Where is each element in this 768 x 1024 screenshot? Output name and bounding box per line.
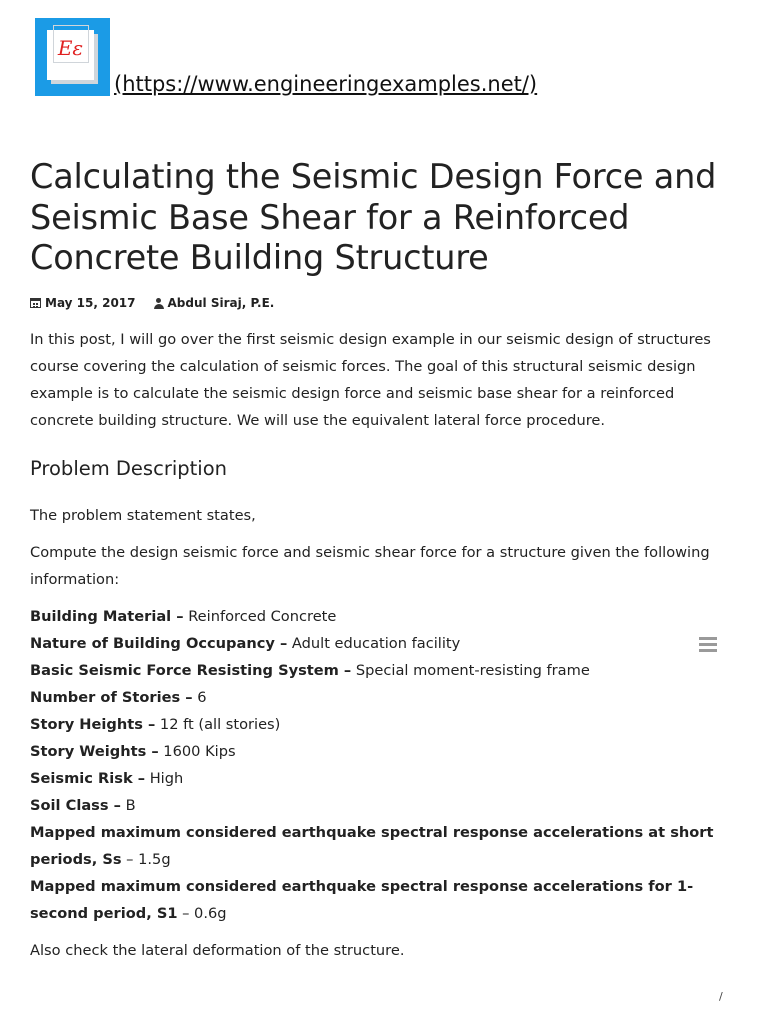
- post-author[interactable]: [154, 296, 275, 310]
- site-header: [35, 16, 537, 96]
- spec-item: [30, 711, 735, 738]
- spec-label: Soil Class –: [30, 797, 121, 814]
- user-icon: [154, 298, 164, 309]
- article-body: [30, 326, 735, 964]
- spec-value: Reinforced Concrete: [183, 608, 337, 625]
- spec-label: Nature of Building Occupancy –: [30, 635, 288, 652]
- hamburger-menu-icon[interactable]: [699, 637, 717, 652]
- spec-label: Building Material –: [30, 608, 184, 625]
- spec-value: 6: [192, 689, 207, 706]
- post-author-name[interactable]: Abdul Siraj, P.E.: [167, 296, 275, 310]
- page-corner-mark: /: [719, 990, 723, 1003]
- calendar-icon: [30, 298, 41, 308]
- intro-paragraph: In this post, I will go over the first seismic design example in our seismic design of structures course covering the calculation of seismic forces. The goal of this structural seismic design example is to calculate the seismic design force and seismic base shear for a reinforced concrete building structure. We will use the equivalent lateral force procedure.: [30, 331, 711, 429]
- problem-statement: Compute the design seismic force and seismic shear force for a structure given the following information:: [30, 544, 710, 588]
- spec-item: [30, 873, 735, 927]
- spec-item: [30, 603, 735, 630]
- spec-label: Story Weights –: [30, 743, 159, 760]
- spec-list: [30, 603, 735, 927]
- site-logo[interactable]: [35, 18, 110, 96]
- spec-item: [30, 765, 735, 792]
- spec-item: [30, 684, 735, 711]
- spec-label: Seismic Risk –: [30, 770, 146, 787]
- section-heading: Problem Description: [30, 457, 227, 480]
- logo-text: Eε: [57, 36, 84, 60]
- spec-label: Mapped maximum considered earthquake spectral response accelerations for 1-second period, S1: [30, 878, 694, 922]
- spec-item: [30, 738, 735, 765]
- spec-value: High: [145, 770, 184, 787]
- spec-value: – 0.6g: [177, 905, 227, 922]
- spec-label: Mapped maximum considered earthquake spectral response accelerations at short periods, Ss: [30, 824, 714, 868]
- spec-value: – 1.5g: [121, 851, 171, 868]
- spec-value: 1600 Kips: [158, 743, 236, 760]
- spec-label: Basic Seismic Force Resisting System –: [30, 662, 352, 679]
- spec-label: Story Heights –: [30, 716, 156, 733]
- spec-value: 12 ft (all stories): [155, 716, 281, 733]
- spec-item: [30, 657, 735, 684]
- spec-item: [30, 792, 735, 819]
- spec-label: Number of Stories –: [30, 689, 193, 706]
- site-url-link[interactable]: (https://www.engineeringexamples.net/): [114, 72, 538, 96]
- article-meta: [30, 296, 274, 310]
- spec-value: Adult education facility: [287, 635, 461, 652]
- statement-lead: The problem statement states,: [30, 507, 256, 524]
- article-title: Calculating the Seismic Design Force and Seismic Base Shear for a Reinforced Concrete Building Structure: [30, 157, 717, 277]
- spec-item: [30, 630, 735, 657]
- spec-value: B: [120, 797, 136, 814]
- closing-paragraph: Also check the lateral deformation of the structure.: [30, 942, 405, 959]
- spec-item: [30, 819, 735, 873]
- post-date: [30, 296, 136, 310]
- spec-value: Special moment-resisting frame: [351, 662, 590, 679]
- post-date-text: May 15, 2017: [45, 296, 136, 310]
